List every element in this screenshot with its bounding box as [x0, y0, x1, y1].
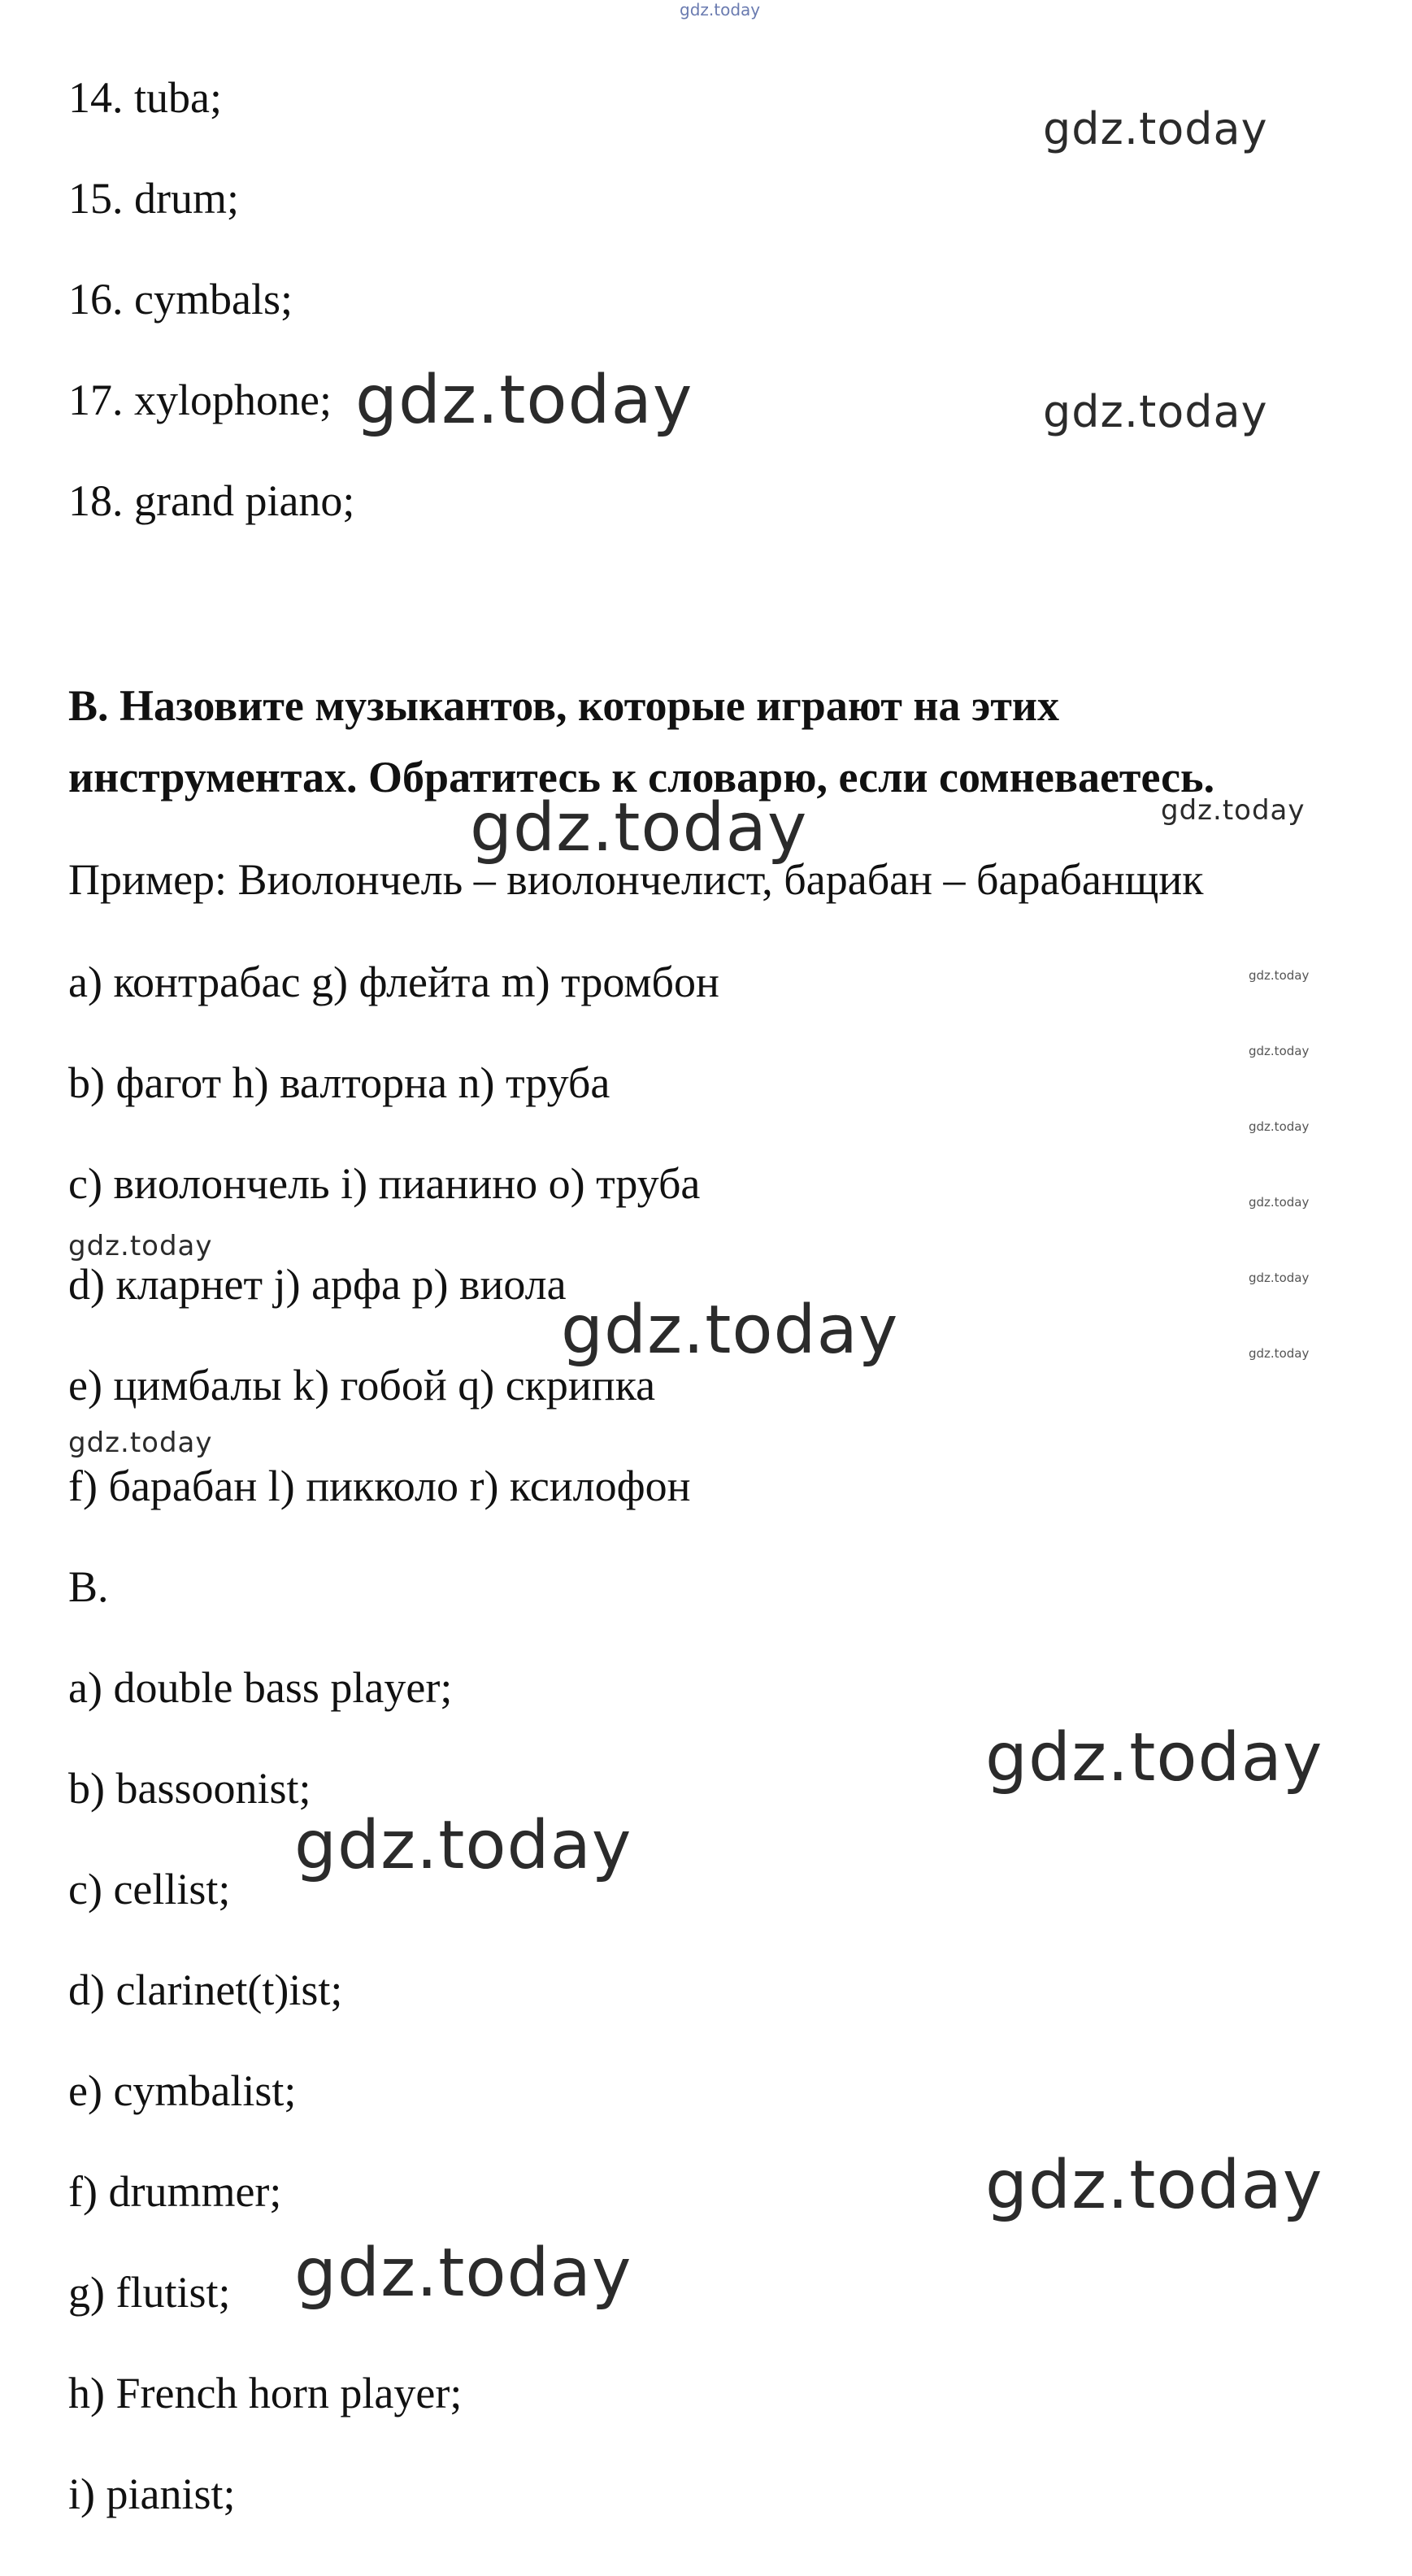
task-item: b) фагот h) валторна n) труба [68, 1058, 610, 1107]
list-item: 17. xylophone; [68, 376, 332, 424]
watermark: gdz.today [985, 2147, 1323, 2224]
watermark: gdz.today [355, 362, 693, 439]
task-item: a) контрабас g) флейта m) тромбон [68, 958, 719, 1006]
watermark: gdz.today [294, 1807, 632, 1884]
watermark: gdz.today [985, 1719, 1323, 1796]
task-heading: B. Назовите музыкантов, которые играют на этих [68, 681, 1060, 730]
task-item: c) виолончель i) пианино o) труба [68, 1159, 701, 1208]
answer-item: i) pianist; [68, 2470, 236, 2518]
task-item: e) цимбалы k) гобой q) скрипка [68, 1361, 656, 1410]
watermark: gdz.today [68, 1230, 213, 1262]
answer-item: b) bassoonist; [68, 1764, 311, 1813]
watermark: gdz.today [1249, 1271, 1310, 1285]
watermark: gdz.today [68, 1427, 213, 1459]
answer-item: c) cellist; [68, 1865, 231, 1914]
answer-item: g) flutist; [68, 2268, 231, 2317]
watermark: gdz.today [1043, 386, 1268, 437]
task-item: d) кларнет j) арфа p) виола [68, 1260, 567, 1309]
task-item: f) барабан l) пикколо r) ксилофон [68, 1462, 691, 1510]
watermark: gdz.today [1249, 1346, 1310, 1361]
task-heading: инструментах. Обратитесь к словарю, если сомневаетесь. [68, 753, 1215, 801]
watermark: gdz.today [1043, 103, 1268, 154]
watermark: gdz.today [1249, 1044, 1310, 1058]
task-example: Пример: Виолончель – виолончелист, барабан – барабанщик [68, 855, 1204, 904]
watermark: gdz.today [561, 1292, 899, 1369]
watermark: gdz.today [1249, 968, 1310, 983]
watermark: gdz.today [470, 789, 808, 867]
list-item: 16. cymbals; [68, 275, 293, 324]
watermark: gdz.today [1249, 1195, 1310, 1210]
answer-item: f) drummer; [68, 2167, 282, 2216]
list-item: 18. grand piano; [68, 476, 355, 525]
answer-item: e) cymbalist; [68, 2066, 297, 2115]
answer-item: d) clarinet(t)ist; [68, 1966, 343, 2014]
watermark: gdz.today [1249, 1119, 1310, 1134]
list-item: 15. drum; [68, 174, 239, 223]
watermark: gdz.today [1161, 794, 1306, 827]
answer-item: a) double bass player; [68, 1663, 453, 1712]
watermark-top: gdz.today [680, 0, 761, 20]
answer-label: B. [68, 1562, 109, 1611]
list-item: 14. tuba; [68, 73, 222, 122]
watermark: gdz.today [294, 2235, 632, 2312]
answer-item: h) French horn player; [68, 2369, 463, 2417]
